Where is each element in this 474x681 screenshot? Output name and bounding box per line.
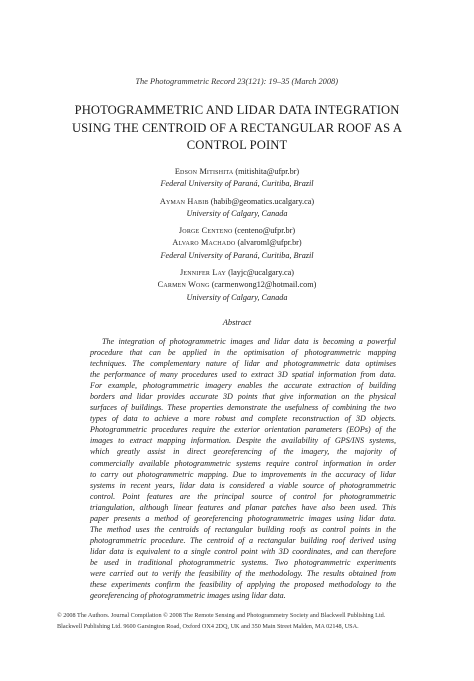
abstract-body [90, 336, 396, 601]
title-line: USING THE CENTROID OF A RECTANGULAR ROOF AS A [71, 120, 403, 135]
abstract-line: be used in traditional photogrammetric systems. Two photogrammetric experiments [90, 557, 396, 567]
abstract-line: surfaces of buildings. These properties demonstrate the usefulness of combining the two [90, 403, 396, 413]
abstract-line: were carried out to verify the feasibility of the methodology. The results obtained from [90, 568, 396, 578]
abstract-line: the performance of many procedures used to extract 3D spatial information from data. [90, 370, 396, 380]
author-line [0, 166, 474, 178]
abstract-line: The integration of photogrammetric images and lidar data is becoming a powerful [102, 337, 396, 346]
abstract-line: Photogrammetric procedures require the exterior orientation parameters (EOPs) of the [90, 425, 396, 435]
footer-line: © 2008 The Authors. Journal Compilation © 2008 The Remote Sensing and Photogrammetry Society and Blackwell Publishing Ltd. [57, 612, 386, 619]
abstract-line: types of data to achieve a more robust and complete reconstruction of 3D objects. [90, 414, 396, 424]
author-line [0, 237, 474, 249]
author-line [0, 196, 474, 208]
title-line: PHOTOGRAMMETRIC AND LIDAR DATA INTEGRATION [74, 103, 400, 117]
abstract-line: to carry out photogrammetric mapping. Due to improvements in the accuracy of lidar [90, 469, 396, 479]
abstract-line: images to extract mapping information. Despite the availability of GPS/INS systems, [90, 436, 396, 446]
abstract-line: georeferencing of photogrammetric images using lidar data. [90, 591, 286, 601]
author-line [0, 267, 474, 279]
abstract-line: systems in recent years, lidar data is considered a viable source of photogrammetric [90, 480, 396, 490]
author-affiliation: University of Calgary, Canada [186, 208, 288, 218]
abstract-line: The method uses the centroids of rectangular building roofs as control points in the [90, 524, 396, 534]
paper-title [50, 102, 424, 155]
abstract-heading: Abstract [222, 318, 252, 327]
abstract-line: borders and lidar provides accurate 3D points that give information on the physical [90, 392, 396, 402]
author-email: (habib@geomatics.ucalgary.ca) [210, 196, 315, 206]
author-line [0, 225, 474, 237]
author-email: (carmenwong12@hotmail.com) [211, 280, 317, 290]
author-affiliation: Federal University of Paraná, Curitiba, Brazil [160, 250, 314, 260]
abstract-line: triangulation, although linear features and planar patches have also been used. This [90, 502, 396, 512]
abstract-line: lidar data is equivalent to a single control point with 3D coordinates, and can therefore [90, 546, 396, 556]
abstract-line: commercially available photogrammetric systems require control information in order [90, 458, 396, 468]
author-email: (alvaroml@ufpr.br) [237, 238, 302, 248]
author-name: Jennifer Lay [179, 268, 227, 278]
abstract-line: For example, photogrammetric imagery enables the accurate extraction of building [90, 381, 396, 391]
author-name: Edson Mitishita [174, 167, 234, 176]
abstract-line: photogrammetric procedure. The centroid of a rectangular building roof derived using [90, 535, 396, 545]
author-affiliation: University of Calgary, Canada [186, 292, 288, 302]
author-block [0, 166, 474, 304]
abstract-line: techniques. The complementary nature of lidar and photogrammetric data optimises [90, 359, 396, 369]
author-name: Carmen Wong [157, 280, 210, 290]
author-line [0, 279, 474, 291]
author-email: (layjc@ucalgary.ca) [228, 268, 294, 278]
author-name: Jorge Centeno [178, 226, 233, 236]
journal-reference: The Photogrammetric Record 23(121): 19–35 (March 2008) [135, 77, 338, 86]
author-affiliation: Federal University of Paraná, Curitiba, Brazil [160, 179, 314, 189]
abstract-line: paper presents a method of georeferencing photogrammetric images using lidar data. [90, 513, 396, 523]
footer-line: Blackwell Publishing Ltd. 9600 Garsington Road, Oxford OX4 2DQ, UK and 350 Main Street Malden, MA 02148, USA. [57, 622, 359, 630]
author-name: Alvaro Machado [172, 238, 236, 248]
abstract-line: these experiments confirm the feasibility of applying the proposed methodology to the [90, 580, 396, 590]
copyright-footer [57, 611, 429, 632]
author-name: Ayman Habib [159, 196, 209, 206]
abstract-line: control. Point features are the principal source of control for photogrammetric [90, 491, 396, 501]
abstract-line: procedure that can be applied in the optimisation of photogrammetric mapping [90, 348, 396, 358]
author-email: (centeno@ufpr.br) [234, 226, 296, 236]
abstract-line: which greatly assist in direct georeferencing of the imagery, the majority of [90, 447, 396, 457]
title-line: CONTROL POINT [186, 138, 288, 152]
author-email: (mitishita@ufpr.br) [235, 167, 300, 176]
